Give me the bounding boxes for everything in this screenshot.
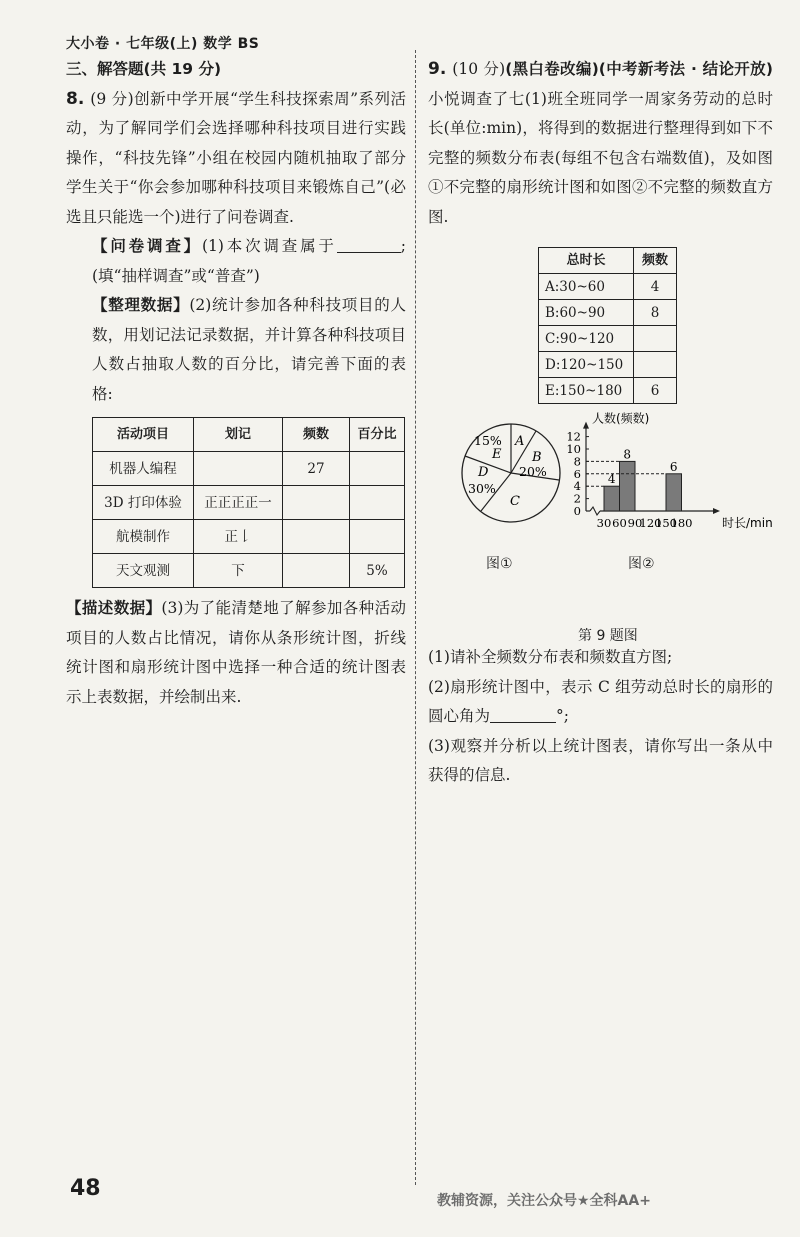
q8-intro xyxy=(66,85,406,233)
running-header: 大小卷 · 七年级(上) 数学 BS xyxy=(66,36,260,52)
q9-tag-source: (黑白卷改编) xyxy=(505,60,599,78)
q8-part2-tag: 【整理数据】 xyxy=(92,296,190,314)
q9-cell-frequency xyxy=(634,326,677,352)
histogram-bar xyxy=(604,486,620,511)
pie-pct-d: 30% xyxy=(468,481,496,496)
q8-table xyxy=(92,417,405,588)
x-tick-label: 90 xyxy=(627,516,643,530)
q8-cell-percent xyxy=(350,520,405,554)
q9-part2-blank xyxy=(490,704,556,723)
q8-cell-percent xyxy=(350,486,405,520)
q8-part3 xyxy=(66,594,406,712)
figure-title: 第 9 题图 xyxy=(578,628,638,644)
x-axis-title: 时长/min xyxy=(722,516,773,530)
q9-parts xyxy=(428,643,773,791)
table-row xyxy=(539,326,677,352)
x-tick-label: 30 xyxy=(596,516,612,530)
q8-cell-project: 3D 打印体验 xyxy=(93,486,194,520)
left-column xyxy=(66,55,406,712)
y-tick-label: 12 xyxy=(566,429,581,444)
q9-part1: (1)请补全频数分布表和频数直方图; xyxy=(428,648,673,666)
q8-cell-frequency xyxy=(283,520,350,554)
q9-cell-frequency: 4 xyxy=(634,274,677,300)
table-row xyxy=(539,274,677,300)
q8-number: 8. xyxy=(66,88,85,109)
q9-th-frequency: 频数 xyxy=(634,248,677,274)
x-tick-label: 120 xyxy=(639,516,662,530)
histogram-bar xyxy=(620,461,636,511)
q9-part2 xyxy=(428,673,773,732)
q8-cell-tally xyxy=(194,452,283,486)
q9-intro-text: 小悦调查了七(1)班全班同学一周家务劳动的总时长(单位:min)，将得到的数据进行整理得到如下不完整的频数分布表(每组不包含右端数值)，及如图①不完整的扇形统计图和如图②不完整的频数直方图. xyxy=(428,89,773,226)
bar-value-label: 6 xyxy=(669,459,678,474)
q8-cell-project: 天文观测 xyxy=(93,554,194,588)
q8-cell-tally: 下 xyxy=(194,554,283,588)
q8-part2 xyxy=(66,291,406,409)
q8-cell-project: 机器人编程 xyxy=(93,452,194,486)
x-axis-arrow xyxy=(713,508,720,514)
bar-value-label: 4 xyxy=(607,472,616,487)
pie-label-e: E xyxy=(492,447,502,462)
histogram-bar xyxy=(666,474,682,511)
y-axis-arrow xyxy=(583,422,589,429)
q8-part2-text: (2)统计参加各种科技项目的人数，用划记法记录数据，并计算各种科技项目人数占抽取人数的百分比，请完善下面的表格: xyxy=(92,296,406,403)
q8-cell-project: 航模制作 xyxy=(93,520,194,554)
pie-pct-b: 20% xyxy=(519,464,547,479)
q9-tag-new-method: (中考新考法 · 结论开放) xyxy=(598,60,773,78)
q9-intro xyxy=(428,55,773,232)
figure1-caption: 图① xyxy=(486,556,513,572)
y-tick-label: 4 xyxy=(573,479,581,494)
x-tick-label: 180 xyxy=(670,516,693,530)
x-axis-break xyxy=(590,507,600,515)
table-row xyxy=(93,520,405,554)
q8-cell-frequency xyxy=(283,554,350,588)
bar-value-label: 8 xyxy=(623,447,632,462)
q8-part1-text: (1)本次调查属于 xyxy=(201,237,337,255)
q8-th-percent: 百分比 xyxy=(350,418,405,452)
q8-part1-tail: ;(填“抽样调查”或“普查”) xyxy=(92,237,406,285)
q8-cell-percent xyxy=(350,452,405,486)
q9-cell-group: C:90~120 xyxy=(539,326,634,352)
q8-table-header-row xyxy=(93,418,405,452)
origin-label: 0 xyxy=(573,504,581,518)
y-tick-label: 2 xyxy=(573,491,581,506)
q9-cell-group: E:150~180 xyxy=(539,378,634,404)
q9-cell-group: A:30~60 xyxy=(539,274,634,300)
q9-part3: (3)观察并分析以上统计图表，请你写出一条从中获得的信息. xyxy=(428,736,773,784)
q8-cell-frequency xyxy=(283,486,350,520)
q8-cell-tally: 正正正正一 xyxy=(194,486,283,520)
q8-part1-tag: 【问卷调查】 xyxy=(92,237,202,255)
q9-cell-frequency: 6 xyxy=(634,378,677,404)
q9-cell-frequency: 8 xyxy=(634,300,677,326)
q9-table-header-row xyxy=(539,248,677,274)
right-column xyxy=(428,55,773,815)
pie-label-c: C xyxy=(510,494,520,509)
column-divider xyxy=(415,50,416,1185)
pie-label-a: A xyxy=(515,434,525,449)
table-row xyxy=(93,554,405,588)
section-title: 三、解答题(共 19 分) xyxy=(66,60,222,78)
q9-figures xyxy=(428,400,773,585)
table-row xyxy=(539,352,677,378)
q8-intro-text: (9 分)创新中学开展“学生科技探索周”系列活动，为了解同学们会选择哪种科技项目进行实践操作，“科技先锋”小组在校园内随机抽取了部分学生关于“你会参加哪种科技项目来锻炼自己”(必选且只能选一个)进行了问卷调查. xyxy=(66,89,406,226)
q8-part3-tag: 【描述数据】 xyxy=(66,599,162,617)
x-tick-label: 60 xyxy=(612,516,627,530)
q8-th-tally: 划记 xyxy=(194,418,283,452)
table-row xyxy=(93,452,405,486)
y-tick-label: 8 xyxy=(573,454,581,469)
q8-part3-text: (3)为了能清楚地了解参加各种活动项目的人数占比情况，请你从条形统计图，折线统计图和扇形统计图中选择一种合适的统计图表示上表数据，并绘制出来. xyxy=(66,599,406,706)
q8-cell-frequency: 27 xyxy=(283,452,350,486)
pie-label-d: D xyxy=(478,465,489,480)
q9-cell-group: B:60~90 xyxy=(539,300,634,326)
q9-th-duration: 总时长 xyxy=(539,248,634,274)
pie-pct-e: 15% xyxy=(474,433,502,448)
q9-part2-text: (2)扇形统计图中，表示 C 组劳动总时长的扇形的圆心角为 xyxy=(428,677,773,725)
y-tick-label: 10 xyxy=(566,442,581,456)
q8-cell-tally: 正𠄌 xyxy=(194,520,283,554)
watermark-text: 教辅资源，关注公众号★全科AA+ xyxy=(437,1193,651,1209)
page-number: 48 xyxy=(70,1176,101,1201)
q9-frequency-table xyxy=(538,247,677,404)
q8-part1-blank xyxy=(337,234,401,253)
q9-number: 9. xyxy=(428,59,447,79)
table-row xyxy=(539,300,677,326)
q8-th-project: 活动项目 xyxy=(93,418,194,452)
histogram-chart xyxy=(546,408,773,538)
q9-cell-group: D:120~150 xyxy=(539,352,634,378)
q9-intro-score: (10 分) xyxy=(452,60,506,78)
y-axis-title: 人数(频数) xyxy=(592,411,650,426)
q9-part2-tail: °; xyxy=(556,707,569,725)
figure2-caption: 图② xyxy=(628,556,655,572)
q8-th-frequency: 频数 xyxy=(283,418,350,452)
pie-label-b: B xyxy=(532,450,542,465)
q8-part1 xyxy=(66,232,406,291)
q9-cell-frequency xyxy=(634,352,677,378)
q8-cell-percent: 5% xyxy=(350,554,405,588)
y-tick-label: 6 xyxy=(573,466,581,481)
table-row xyxy=(93,486,405,520)
x-tick-label: 150 xyxy=(655,516,677,530)
